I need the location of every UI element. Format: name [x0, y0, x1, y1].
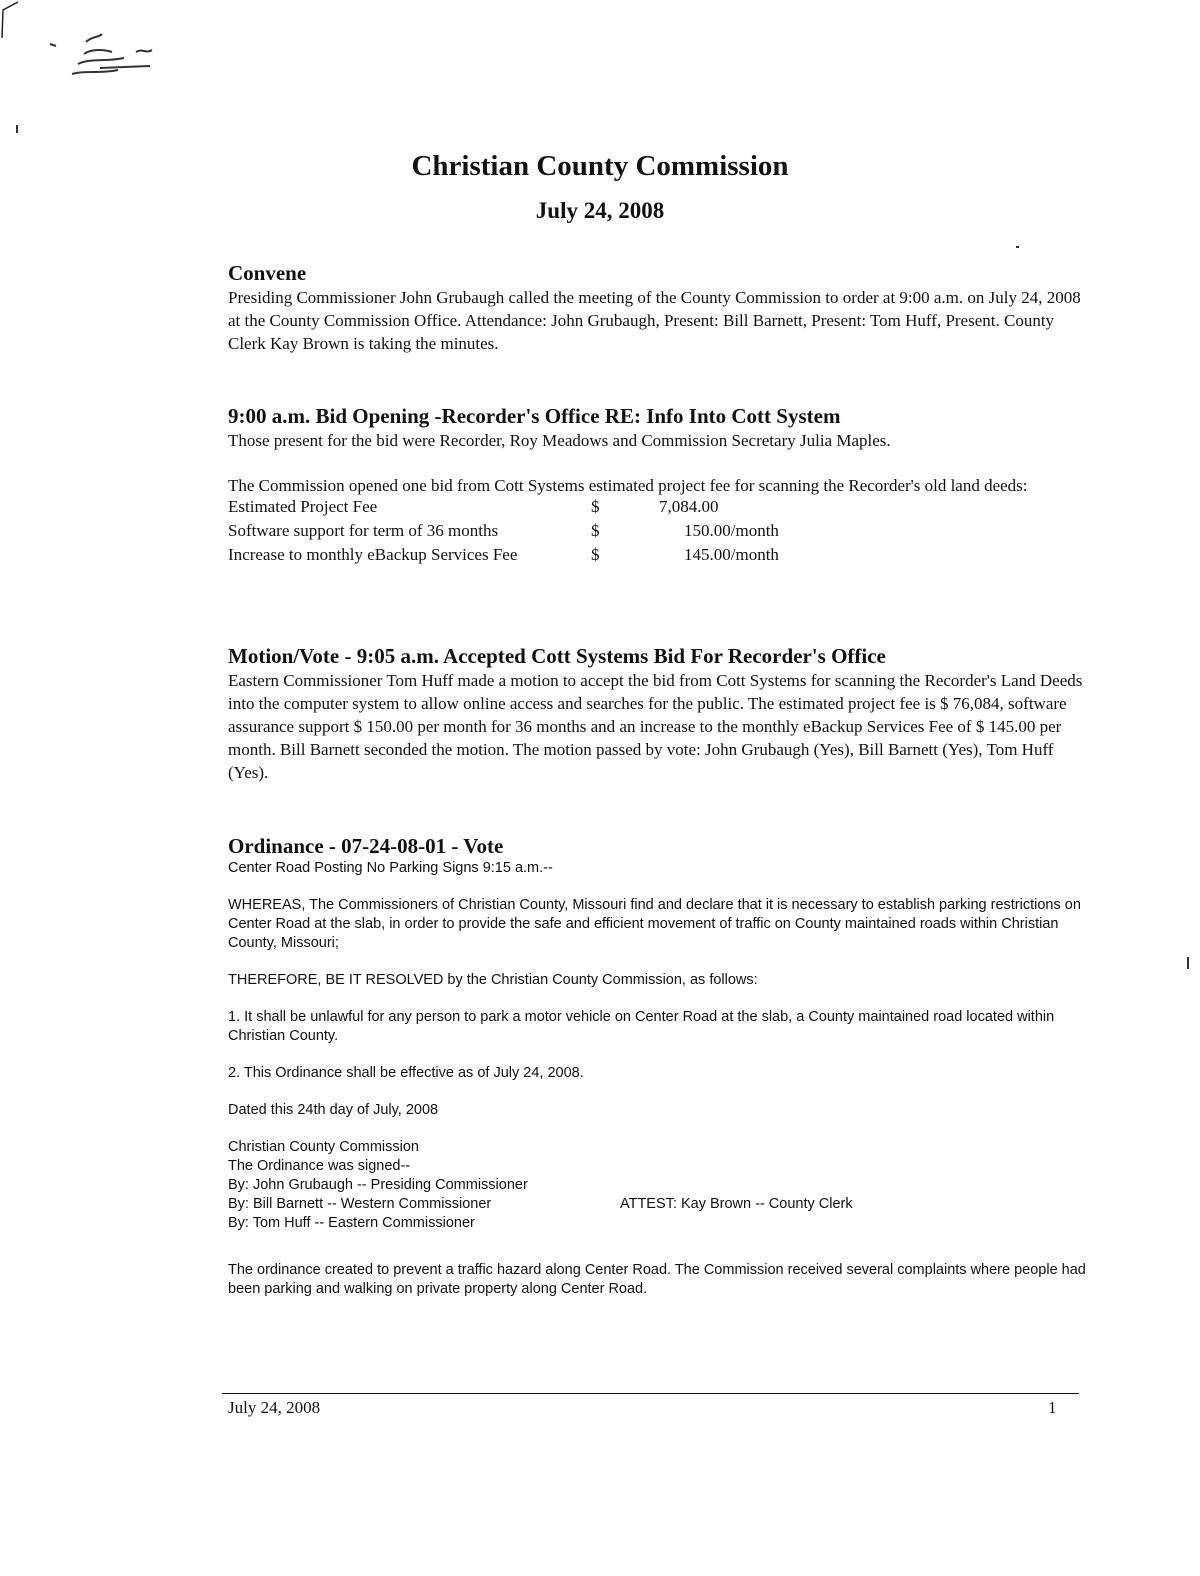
- signature-line: By: Tom Huff -- Eastern Commissioner: [228, 1215, 475, 1231]
- bid-opening-section: [228, 403, 1088, 569]
- ordinance-closing-note: The ordinance created to prevent a traffic hazard along Center Road. The Commission received several complaints where people had been parking and walking on private property along Center Road.: [228, 1262, 1086, 1297]
- fee-row: [228, 521, 779, 545]
- bid-opening-description: The Commission opened one bid from Cott Systems estimated project fee for scanning the Recorder's old land deeds:: [228, 476, 1028, 495]
- signature-line: By: John Grubaugh -- Presiding Commissioner: [228, 1177, 528, 1193]
- document-date: July 24, 2008: [535, 198, 665, 223]
- signature-line: By: Bill Barnett -- Western Commissioner: [228, 1196, 492, 1212]
- fee-amount: 145.00/month: [684, 545, 779, 564]
- fee-amount: 150.00/month: [684, 521, 779, 540]
- document-title: Christian County Commission: [411, 150, 789, 182]
- motion-heading: Motion/Vote - 9:05 a.m. Accepted Cott Systems Bid For Recorder's Office: [228, 644, 886, 668]
- page-number: 1: [1048, 1398, 1057, 1417]
- ordinance-dated: Dated this 24th day of July, 2008: [228, 1102, 439, 1118]
- fee-table: [228, 497, 779, 569]
- ordinance-section: [228, 833, 1088, 1299]
- bid-opening-attendees: Those present for the bid were Recorder, Roy Meadows and Commission Secretary Julia Maples.: [228, 431, 891, 450]
- fee-currency: $: [591, 497, 600, 516]
- footer-rule: [222, 1393, 1079, 1394]
- ordinance-subtitle: Center Road Posting No Parking Signs 9:15 a.m.--: [228, 860, 553, 876]
- signature-row: [228, 1195, 1088, 1214]
- fee-label: Increase to monthly eBackup Services Fee: [228, 545, 518, 564]
- motion-body: Eastern Commissioner Tom Huff made a motion to accept the bid from Cott Systems for scanning the Recorder's Land Deeds into the computer system to allow online access and searches for the public. The estimated project fee is $ 76,084, software assurance support $ 150.00 per month for 36 months and an increase to the monthly eBackup Services Fee of $ 145.00 per month. Bill Barnett seconded the motion. The motion passed by vote: John Grubaugh (Yes), Bill Barnett (Yes), Tom Huff (Yes).: [228, 671, 1083, 782]
- scan-speck: [1187, 957, 1189, 969]
- scan-speck: [16, 125, 18, 133]
- fee-amount: 7,084.00: [659, 497, 719, 516]
- ordinance-item-2: 2. This Ordinance shall be effective as of July 24, 2008.: [228, 1065, 584, 1081]
- bid-opening-heading: 9:00 a.m. Bid Opening -Recorder's Office RE: Info Into Cott System: [228, 404, 841, 428]
- motion-section: [228, 643, 1088, 784]
- footer-date: July 24, 2008: [228, 1398, 321, 1417]
- fee-row: [228, 545, 779, 569]
- ordinance-commission-name: Christian County Commission: [228, 1139, 419, 1155]
- corner-mark: [0, 0, 20, 40]
- handwritten-scribble: [40, 28, 170, 88]
- fee-currency: $: [591, 521, 600, 540]
- attest-line: ATTEST: Kay Brown -- County Clerk: [620, 1196, 853, 1212]
- ordinance-therefore: THEREFORE, BE IT RESOLVED by the Christian County Commission, as follows:: [228, 972, 758, 988]
- convene-section: [228, 260, 1088, 355]
- ordinance-item-1: 1. It shall be unlawful for any person to park a motor vehicle on Center Road at the slab, a County maintained road located within Christian County.: [228, 1009, 1055, 1044]
- ordinance-signed-note: The Ordinance was signed--: [228, 1158, 411, 1174]
- fee-row: [228, 497, 779, 521]
- fee-currency: $: [591, 545, 600, 564]
- fee-label: Software support for term of 36 months: [228, 521, 499, 540]
- scan-speck: [1016, 246, 1019, 248]
- ordinance-whereas: WHEREAS, The Commissioners of Christian County, Missouri find and declare that it is necessary to establish parking restrictions on Center Road at the slab, in order to provide the safe and efficient movement of traffic on County maintained roads within Christian County, Missouri;: [228, 897, 1081, 951]
- ordinance-heading: Ordinance - 07-24-08-01 - Vote: [228, 834, 504, 858]
- convene-body: Presiding Commissioner John Grubaugh called the meeting of the County Commission to order at 9:00 a.m. on July 24, 2008 at the County Commission Office. Attendance: John Grubaugh, Present: Bill Barnett, Present: Tom Huff, Present. County Clerk Kay Brown is taking the minutes.: [228, 288, 1081, 353]
- convene-heading: Convene: [228, 261, 307, 285]
- fee-label: Estimated Project Fee: [228, 497, 378, 516]
